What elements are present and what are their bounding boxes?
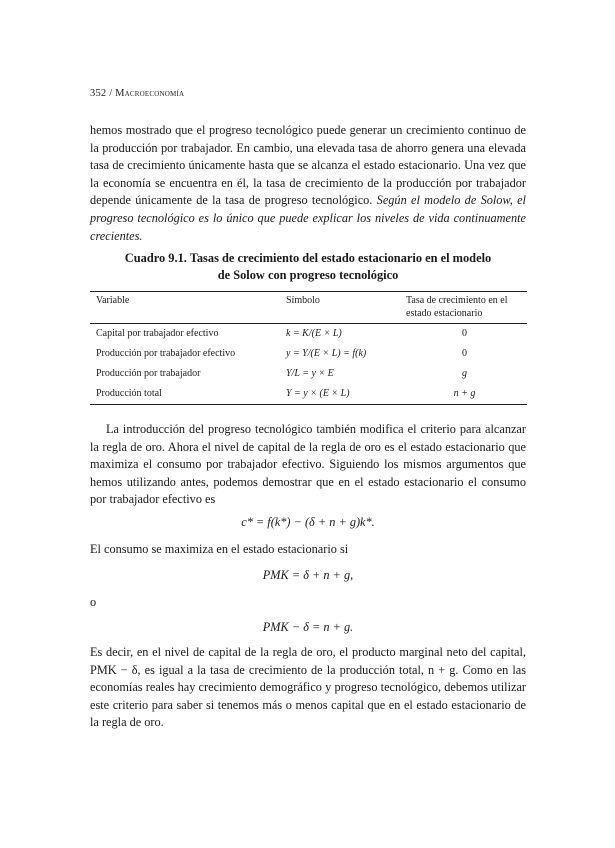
paragraph-1-text: hemos mostrado que el progreso tecnológico puede generar un crecimiento continuo de la producción por trabajador. En cambio, una elevada tasa de ahorro genera una elevada tasa de crecimiento únicamente hasta que se alcanza el estado estacionario. Una vez que la economía se encuentra en él, la tasa de crecimiento de la producción por trabajador depende únicamente de la tasa de progreso tecnológico. bbox=[90, 123, 526, 208]
equation-golden-rule: PMK = δ + n + g, bbox=[262, 568, 354, 582]
cell-symbol: Y/L = y × E bbox=[286, 368, 334, 379]
paragraph-3-text: El consumo se maximiza en el estado estacionario si bbox=[90, 542, 349, 556]
book-title: Macroeconomía bbox=[115, 88, 185, 99]
paragraph-4-text: Es decir, en el nivel de capital de la regla de oro, el producto marginal neto del capital, PMK − δ, es igual a la tasa de crecimiento de la producción total, n + g. Como en las economías reales hay crecimiento demográfico y progreso tecnológico, debemos utilizar este criterio para saber si tenemos más o menos capital que en el estado estacionario de la regla de oro. bbox=[90, 645, 526, 730]
cell-rate: g bbox=[462, 368, 467, 379]
equation-consumption: c* = f(k*) − (δ + n + g)k*. bbox=[241, 515, 375, 529]
header-separator: / bbox=[109, 88, 113, 99]
cell-symbol: Y = y × (E × L) bbox=[280, 384, 400, 405]
paragraph-2-text: La introducción del progreso tecnológico también modifica el criterio para alcanzar la regla de oro. Ahora el nivel de capital de la regla de oro es el estado estacionario que maximiza el consumo por trabajador efectivo. Siguiendo los mismos argumentos que hemos utilizando antes, podemos demostrar que en el estado estacionario el consumo por trabajador efectivo es bbox=[90, 422, 526, 507]
table-caption-line-1: Cuadro 9.1. Tasas de crecimiento del estado estacionario en el modelo bbox=[124, 251, 492, 265]
growth-rates-table bbox=[90, 291, 527, 405]
table-caption-line-2: de Solow con progreso tecnológico bbox=[217, 268, 399, 282]
cell-symbol: k = K/(E × L) bbox=[286, 328, 342, 339]
table-row bbox=[90, 364, 527, 384]
page-number: 352 bbox=[90, 88, 107, 99]
paragraph-4 bbox=[90, 644, 526, 732]
cell-variable: Capital por trabajador efectivo bbox=[96, 328, 219, 339]
equation-net-mpk: PMK − δ = n + g. bbox=[262, 620, 354, 634]
table-row bbox=[90, 344, 527, 364]
table-row bbox=[90, 324, 527, 345]
paragraph-1-italic: Según el modelo de Solow, el progreso tecnológico es lo único que puede explicar los niveles de vida continuamente crecientes. bbox=[90, 193, 526, 243]
table-caption bbox=[90, 250, 526, 284]
cell-rate: 0 bbox=[462, 348, 467, 359]
cell-variable: Producción total bbox=[90, 384, 280, 405]
paragraph-2 bbox=[90, 421, 526, 509]
header-symbol: Símbolo bbox=[280, 292, 400, 324]
conjunction-or: o bbox=[90, 595, 97, 609]
header-variable: Variable bbox=[90, 292, 280, 324]
header-growth-rate: Tasa de crecimiento en el estado estacionario bbox=[400, 292, 527, 324]
cell-rate: 0 bbox=[462, 328, 467, 339]
table-row bbox=[90, 384, 527, 405]
cell-rate: n + g bbox=[400, 384, 527, 405]
cell-symbol: y = Y/(E × L) = f(k) bbox=[286, 348, 367, 359]
cell-variable: Producción por trabajador bbox=[96, 368, 201, 379]
running-header bbox=[90, 88, 184, 99]
paragraph-3 bbox=[90, 541, 526, 559]
paragraph-1 bbox=[90, 122, 526, 245]
cell-variable: Producción por trabajador efectivo bbox=[96, 348, 236, 359]
table-header-row bbox=[90, 292, 527, 324]
